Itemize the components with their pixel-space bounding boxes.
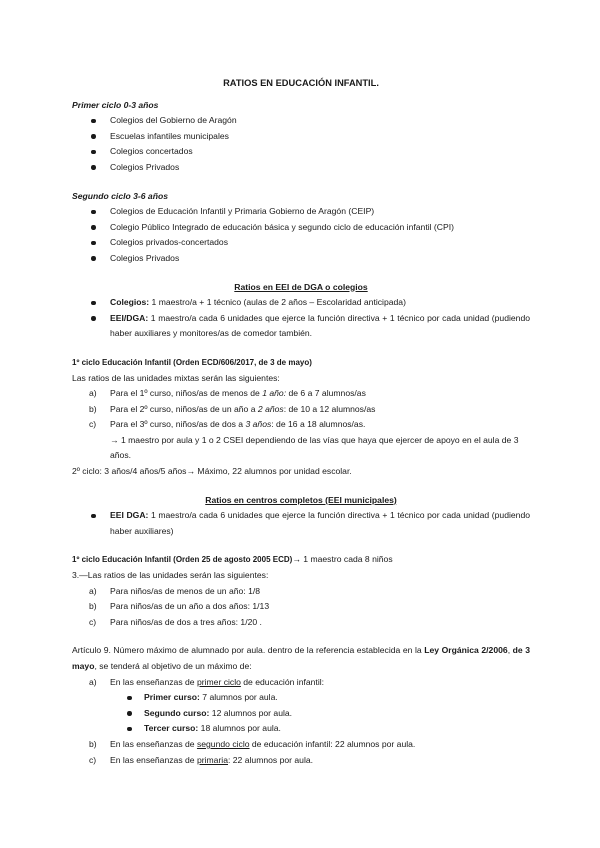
list-item: Escuelas infantiles municipales — [72, 129, 530, 145]
curso-text: 7 alumnos por aula. — [199, 692, 278, 703]
curso-text: 12 alumnos por aula. — [209, 707, 293, 718]
item-text: En las enseñanzas de — [110, 754, 197, 765]
ratios-dga-list — [72, 295, 530, 342]
articulo-text: , se tenderá al objetivo de un máximo de: — [94, 661, 252, 671]
item-label: c) — [89, 616, 97, 627]
item-label: b) — [89, 601, 97, 612]
item-text: Para niños/as de un año a dos años: 1/13 — [110, 601, 270, 612]
articulo-text: , — [507, 645, 513, 656]
item-label: a) — [89, 676, 97, 687]
ratios-dga-heading: Ratios en EEI de DGA o colegios — [234, 281, 368, 292]
item-emphasis: 2 años — [257, 403, 284, 414]
item-emphasis: 1 año: — [262, 388, 287, 399]
orden-2005-intro: 3.—Las ratios de las unidades serán las siguientes: — [72, 570, 269, 581]
list-item — [72, 690, 530, 706]
eei-dga-label: EEI/DGA: — [110, 312, 149, 323]
orden-2005-list — [72, 584, 530, 631]
item-text: : de 16 a 18 alumnos/as. — [271, 419, 366, 430]
item-text: : 22 alumnos por aula. — [228, 754, 314, 765]
item-text: Para niños/as de dos a tres años: 1/20 . — [110, 616, 262, 627]
list-item-note — [72, 433, 530, 464]
item-label: b) — [89, 403, 97, 414]
primer-ciclo-list — [72, 113, 530, 175]
colegios-label: Colegios: — [110, 297, 150, 308]
articulo-list-cont — [72, 737, 530, 768]
item-text: : de 10 a 12 alumnos/as — [283, 403, 376, 414]
item-emphasis: 3 años — [245, 419, 272, 430]
curso-label: Primer curso: — [144, 692, 200, 703]
list-item — [72, 584, 530, 600]
list-item: Colegio Público Integrado de educación básica y segundo ciclo de educación infantil (CPI) — [72, 220, 530, 236]
item-text: Para niños/as de menos de un año: 1/8 — [110, 585, 261, 596]
list-item: Colegios privados-concertados — [72, 235, 530, 251]
item-text: Para el 1º curso, niños/as de menos de — [110, 388, 263, 399]
item-underlined: primer ciclo — [196, 676, 241, 687]
item-label: b) — [89, 738, 97, 749]
ley-date: de 3 mayo — [72, 645, 531, 671]
segundo-ciclo-ratio: 2º ciclo: 3 años/4 años/5 años→ Máximo, 22 alumnos por unidad escolar. — [72, 466, 352, 477]
orden-2005-tail: → 1 maestro cada 8 niños — [292, 554, 393, 565]
list-item — [72, 402, 530, 418]
item-text: En las enseñanzas de — [110, 738, 197, 749]
list-item: Colegios del Gobierno de Aragón — [72, 113, 530, 129]
item-text: Para el 2º curso, niños/as de un año a — [110, 403, 258, 414]
curso-text: 18 alumnos por aula. — [198, 723, 281, 734]
articulo-list — [72, 675, 530, 691]
curso-label: Segundo curso: — [144, 707, 210, 718]
ratios-completos-heading: Ratios en centros completos (EEI municipales) — [205, 494, 397, 505]
primer-ciclo-heading: Primer ciclo 0-3 años — [72, 99, 159, 110]
list-item — [72, 737, 530, 753]
list-item: Colegios de Educación Infantil y Primaria Gobierno de Aragón (CEIP) — [72, 204, 530, 220]
list-item — [72, 615, 530, 631]
item-text: En las enseñanzas de — [110, 676, 197, 687]
list-item — [72, 753, 530, 769]
item-label: c) — [89, 754, 97, 765]
list-item — [72, 706, 530, 722]
document-body — [72, 76, 530, 768]
list-item — [72, 721, 530, 737]
list-item: Colegios Privados — [72, 251, 530, 267]
list-item: Colegios Privados — [72, 160, 530, 176]
curso-label: Tercer curso: — [144, 723, 199, 734]
colegios-text: 1 maestro/a + 1 técnico (aulas de 2 años – Escolaridad anticipada) — [149, 297, 406, 308]
segundo-ciclo-heading: Segundo ciclo 3-6 años — [72, 190, 168, 201]
orden-606-heading: 1º ciclo Educación Infantil (Orden ECD/606/2017, de 3 de mayo) — [72, 357, 312, 367]
item-text: de educación infantil: 22 alumnos por aula. — [249, 738, 416, 749]
list-item — [72, 599, 530, 615]
orden-2005-heading — [72, 552, 530, 568]
eei-text: 1 maestro/a cada 6 unidades que ejerce la función directiva + 1 técnico por cada unidad (pudiendo haber auxiliares) — [110, 510, 530, 536]
articulo-9-paragraph — [72, 643, 530, 674]
orden-2005-title: 1º ciclo Educación Infantil (Orden 25 de agosto 2005 ECD) — [72, 555, 293, 565]
note-text: → 1 maestro por aula y 1 o 2 CSEI dependiendo de las vías que haya que ejercer de apoyo en el aula de 3 años. — [110, 434, 519, 461]
list-item — [72, 417, 530, 433]
segundo-ciclo-list — [72, 204, 530, 266]
item-label: a) — [89, 585, 97, 596]
articulo-text: Artículo 9. Número máximo de alumnado por aula. dentro de la referencia establecida en la — [72, 645, 425, 656]
cursos-list — [72, 690, 530, 737]
list-item: Colegios concertados — [72, 144, 530, 160]
eei-dga-text: 1 maestro/a cada 6 unidades que ejerce la función directiva + 1 técnico por cada unidad (pudiendo haber auxiliares y monitores/as de comedor también. — [110, 312, 530, 339]
ratios-completos-list — [72, 508, 530, 539]
list-item — [72, 295, 530, 311]
ley-reference: Ley Orgánica 2/2006 — [424, 645, 508, 656]
eei-label: EEI DGA: — [110, 510, 149, 521]
item-label: a) — [89, 388, 97, 399]
item-text: de 6 a 7 alumnos/as — [286, 388, 366, 399]
page-title: RATIOS EN EDUCACIÓN INFANTIL. — [223, 78, 379, 88]
orden-606-intro: Las ratios de las unidades mixtas serán las siguientes: — [72, 372, 280, 383]
list-item — [72, 508, 530, 539]
list-item — [72, 386, 530, 402]
orden-606-list — [72, 386, 530, 464]
item-text: de educación infantil: — [240, 676, 325, 687]
item-label: c) — [89, 419, 97, 430]
item-underlined: primaria — [196, 754, 228, 765]
item-underlined: segundo ciclo — [196, 738, 250, 749]
list-item — [72, 311, 530, 342]
list-item — [72, 675, 530, 691]
item-text: Para el 3º curso, niños/as de dos a — [110, 419, 246, 430]
